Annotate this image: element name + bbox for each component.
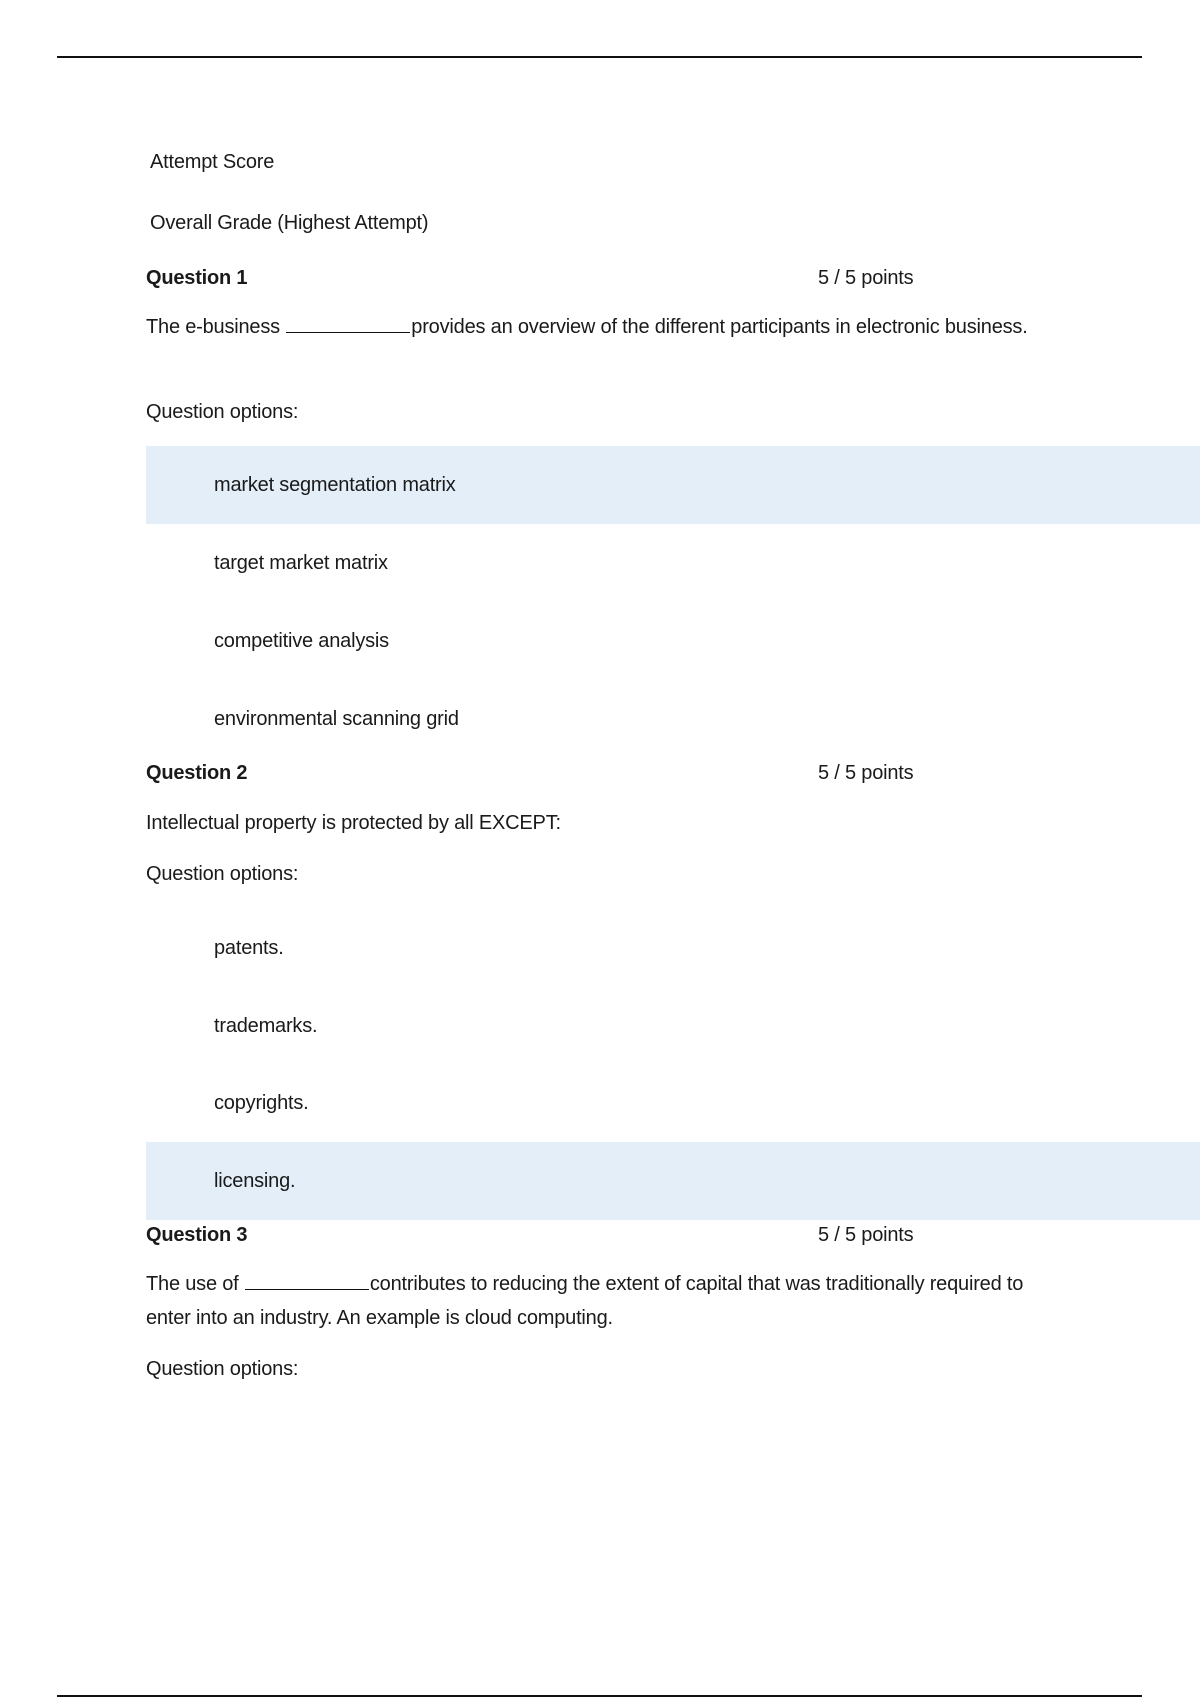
question-3-text-after: contributes to reducing the extent of capital that was traditionally required to enter into an industry. An example is cloud computing.	[146, 1273, 1024, 1329]
question-1-points: 5 / 5 points	[818, 267, 914, 289]
question-2-option-2[interactable]	[146, 987, 1200, 1065]
question-2-points: 5 / 5 points	[818, 762, 914, 784]
question-1-blank	[286, 310, 410, 333]
question-1-option-3[interactable]	[146, 602, 1200, 680]
question-3-text	[146, 1267, 1046, 1335]
question-2-title: Question 2	[146, 762, 248, 784]
question-1-text	[146, 310, 1046, 344]
option-label: environmental scanning grid	[214, 707, 459, 730]
question-2-options-label: Question options:	[146, 863, 299, 885]
bottom-divider	[57, 1695, 1142, 1697]
question-1-option-1[interactable]	[146, 446, 1200, 524]
overall-grade-label: Overall Grade (Highest Attempt)	[150, 212, 429, 234]
option-label: copyrights.	[214, 1091, 309, 1114]
question-1-text-after: provides an overview of the different participants in electronic business.	[411, 316, 1028, 338]
question-3-text-before: The use of	[146, 1273, 244, 1295]
option-label: market segmentation matrix	[214, 473, 456, 496]
top-divider	[57, 56, 1142, 58]
question-2-text: Intellectual property is protected by all EXCEPT:	[146, 812, 561, 834]
question-3-points: 5 / 5 points	[818, 1224, 914, 1246]
question-1-option-4[interactable]	[146, 680, 1200, 758]
option-label: licensing.	[214, 1169, 296, 1192]
option-label: competitive analysis	[214, 629, 389, 652]
question-2-option-1[interactable]	[146, 909, 1200, 987]
option-label: trademarks.	[214, 1014, 318, 1037]
question-3-blank	[245, 1267, 369, 1290]
question-1-text-before: The e-business	[146, 316, 286, 338]
option-label: patents.	[214, 936, 284, 959]
question-1-option-2[interactable]	[146, 524, 1200, 602]
question-2-option-3[interactable]	[146, 1064, 1200, 1142]
question-2-option-4[interactable]	[146, 1142, 1200, 1220]
question-3-options-label: Question options:	[146, 1358, 299, 1380]
attempt-score-label: Attempt Score	[150, 151, 275, 173]
question-1-title: Question 1	[146, 267, 248, 289]
question-1-options-label: Question options:	[146, 401, 299, 423]
option-label: target market matrix	[214, 551, 388, 574]
question-3-title: Question 3	[146, 1224, 248, 1246]
